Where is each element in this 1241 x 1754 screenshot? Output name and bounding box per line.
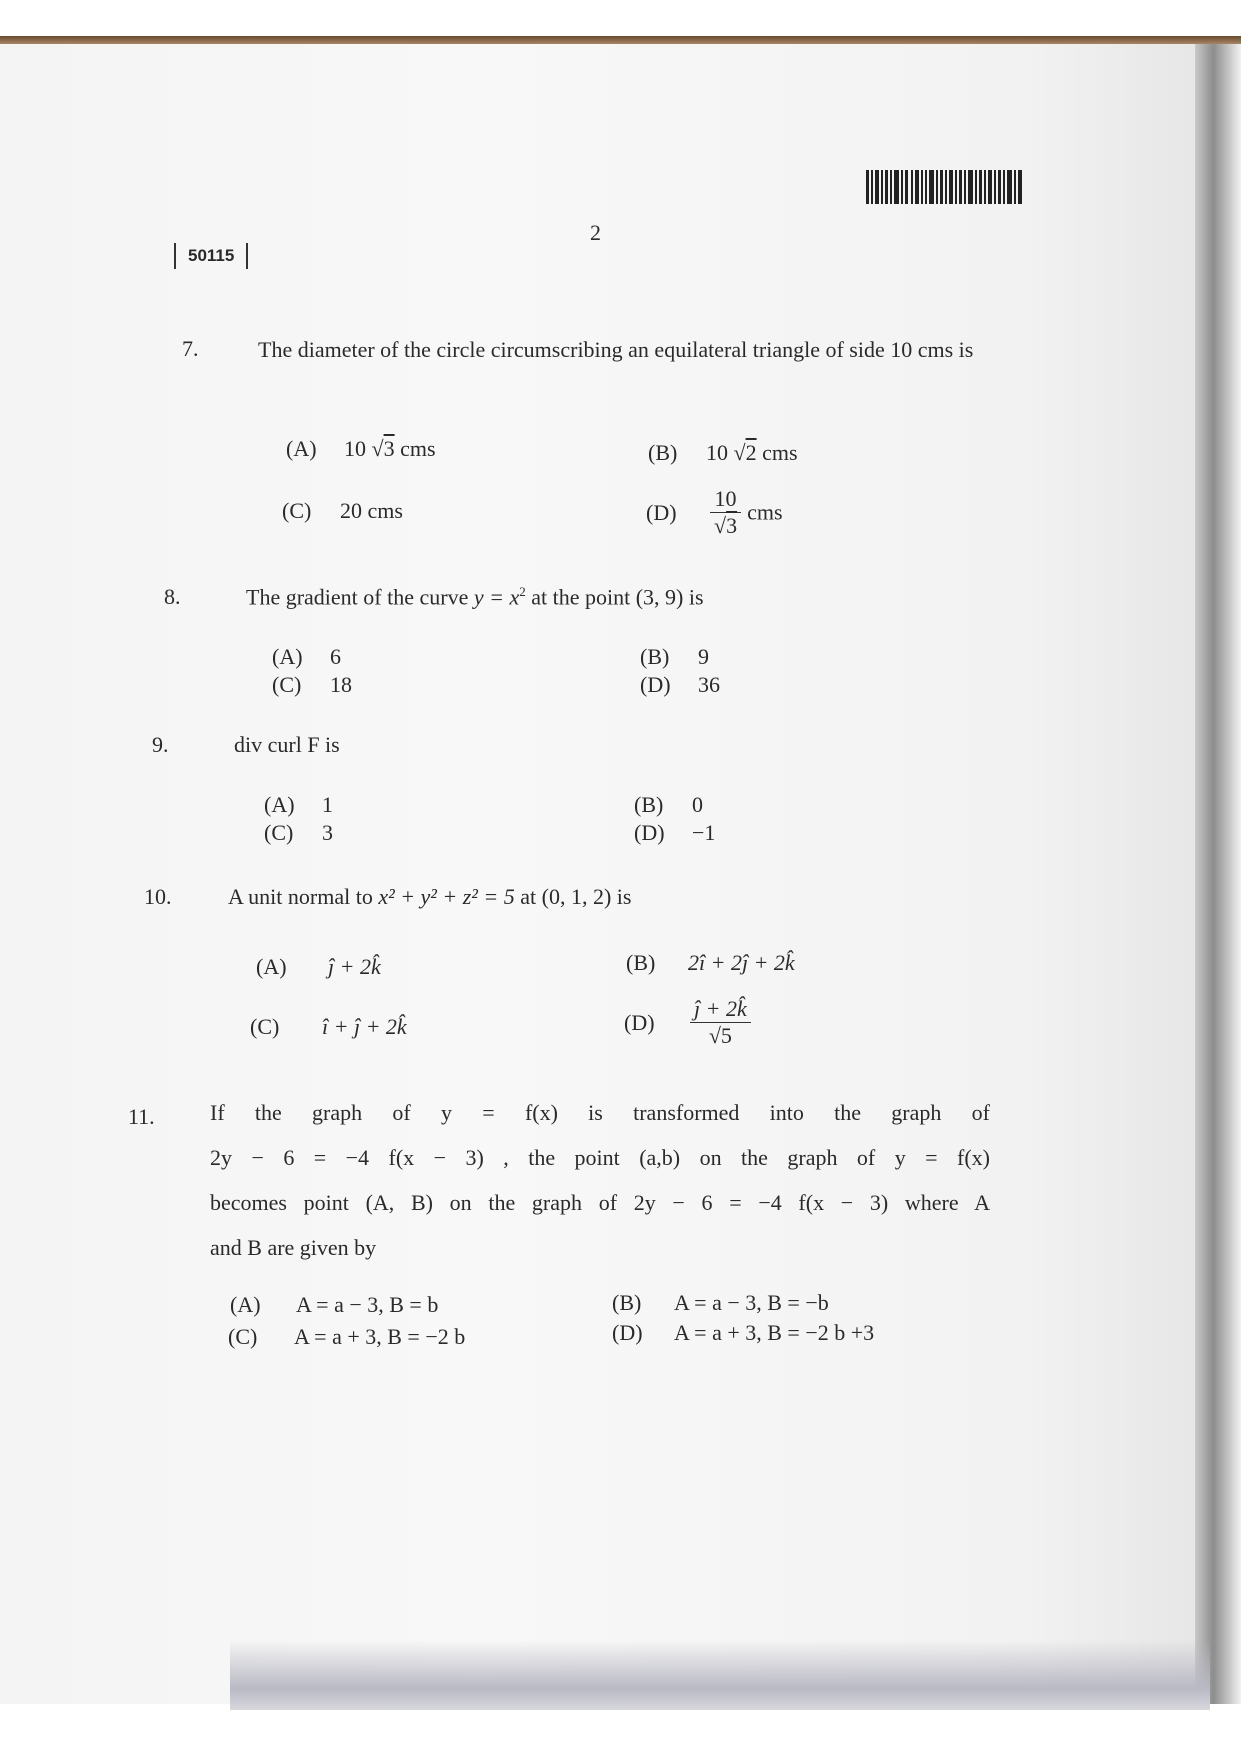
question-7-number: 7. [182, 336, 199, 361]
q7-option-a-label: (A) [286, 436, 317, 461]
paper-code: 50115 [174, 243, 248, 269]
photo-right-shadow [1195, 44, 1241, 1704]
q7-d-fraction [710, 486, 741, 539]
q11-option-d-label: (D) [612, 1320, 643, 1345]
q8-exponent: 2 [519, 584, 526, 599]
q11-option-d-value: A = a + 3, B = −2 b +3 [674, 1320, 875, 1345]
question-7-text: The diameter of the circle circumscribing an equilateral triangle of side 10 cms is [258, 337, 974, 362]
paper-sheet [0, 44, 1205, 1704]
q11-option-a [230, 1292, 438, 1318]
q7-option-c [282, 498, 403, 524]
q8-option-a-label: (A) [272, 644, 303, 669]
q10-equation: x² + y² + z² = 5 [378, 884, 515, 909]
q11-option-a-value: A = a − 3, B = b [296, 1292, 439, 1317]
q7-option-d [646, 486, 783, 539]
q7-a-coefficient: 10 [344, 436, 366, 461]
q9-option-a [264, 792, 333, 818]
q7-option-a: (A) 10 √3 cms [286, 436, 436, 461]
q10-option-b-label: (B) [626, 950, 656, 975]
q11-line-2: 2y − 6 = −4 f(x − 3) , the point (a,b) on the graph of y = f(x) [210, 1145, 990, 1170]
q9-option-c [264, 820, 333, 846]
q8-option-c [272, 672, 352, 698]
q9-option-a-label: (A) [264, 792, 295, 817]
q8-option-d [640, 672, 720, 698]
q10-d-fraction [690, 996, 751, 1049]
q8-text-post: at the point (3, 9) is [531, 584, 704, 610]
q10-option-a-value: ĵ + 2k̂ [328, 954, 381, 979]
q7-d-denominator: √3 [714, 513, 738, 538]
q9-option-d [634, 820, 715, 846]
q10-option-d [624, 996, 757, 1049]
q11-option-a-label: (A) [230, 1292, 261, 1317]
q7-a-unit: cms [400, 436, 436, 461]
q7-option-b: (B) 10 √2 cms [648, 440, 798, 465]
q11-option-c-value: A = a + 3, B = −2 b [294, 1324, 466, 1349]
question-11-text [210, 1090, 990, 1270]
q8-equation: y = x [473, 584, 520, 610]
q9-option-a-value: 1 [322, 792, 333, 817]
q9-option-c-value: 3 [322, 820, 333, 845]
q10-d-denominator: √5 [708, 1023, 732, 1048]
q9-option-b [634, 792, 703, 818]
question-8-text [246, 584, 704, 610]
page-number: 2 [590, 220, 601, 245]
question-10-number: 10. [144, 884, 172, 909]
q8-option-d-value: 36 [698, 672, 720, 697]
q9-option-c-label: (C) [264, 820, 294, 845]
q7-a-radicand: 3 [383, 436, 395, 461]
q11-option-b-label: (B) [612, 1290, 642, 1315]
q8-option-a [272, 644, 341, 670]
q11-line-1: If the graph of y = f(x) is transformed into the graph of [210, 1100, 990, 1125]
q7-d-numerator: 10 [710, 486, 741, 513]
q8-option-b-value: 9 [698, 644, 709, 669]
q11-option-b [612, 1290, 829, 1316]
q10-option-d-label: (D) [624, 1009, 655, 1035]
question-9-text: div curl F is [234, 732, 340, 757]
q7-c-value: 20 cms [340, 498, 403, 523]
q10-option-c-value: î + ĵ + 2k̂ [322, 1014, 407, 1039]
q7-d-radicand: 3 [726, 513, 738, 538]
q7-option-d-label: (D) [646, 499, 677, 525]
question-9-number: 9. [152, 732, 169, 757]
q8-option-d-label: (D) [640, 672, 671, 697]
q11-option-d [612, 1320, 874, 1346]
q8-option-c-value: 18 [330, 672, 352, 697]
q10-text-pre: A unit normal to [228, 884, 373, 909]
q7-option-b-label: (B) [648, 440, 678, 465]
q7-b-radicand: 2 [745, 440, 757, 465]
photo-bottom-shadow [230, 1640, 1210, 1710]
q11-option-b-value: A = a − 3, B = −b [674, 1290, 829, 1315]
q9-option-b-value: 0 [692, 792, 703, 817]
q7-b-unit: cms [762, 440, 798, 465]
q10-option-c [250, 1014, 407, 1040]
question-8-number: 8. [164, 584, 181, 609]
q7-b-coefficient: 10 [706, 440, 728, 465]
q10-option-b [626, 950, 795, 976]
q10-option-b-value: 2î + 2ĵ + 2k̂ [688, 950, 795, 975]
question-11-number: 11. [128, 1104, 155, 1129]
q9-option-d-value: −1 [692, 820, 716, 845]
q11-line-4: and B are given by [210, 1235, 377, 1260]
q8-text-pre: The gradient of the curve [246, 584, 469, 610]
q10-d-numerator: ĵ + 2k̂ [690, 996, 751, 1023]
q10-option-c-label: (C) [250, 1014, 280, 1039]
q9-option-b-label: (B) [634, 792, 664, 817]
barcode [866, 170, 1022, 204]
q10-option-a [256, 954, 381, 980]
q9-option-d-label: (D) [634, 820, 665, 845]
q10-text-post: at (0, 1, 2) is [520, 884, 632, 909]
q10-option-a-label: (A) [256, 954, 287, 979]
q11-option-c-label: (C) [228, 1324, 258, 1349]
q8-option-a-value: 6 [330, 644, 341, 669]
q7-option-c-label: (C) [282, 498, 312, 523]
q8-option-b [640, 644, 709, 670]
question-10-text [228, 884, 631, 910]
q11-line-3: becomes point (A, B) on the graph of 2y − 6 = −4 f(x − 3) where A [210, 1190, 990, 1215]
q7-d-unit: cms [747, 499, 783, 525]
q8-option-b-label: (B) [640, 644, 670, 669]
q8-option-c-label: (C) [272, 672, 302, 697]
q11-option-c [228, 1324, 465, 1350]
